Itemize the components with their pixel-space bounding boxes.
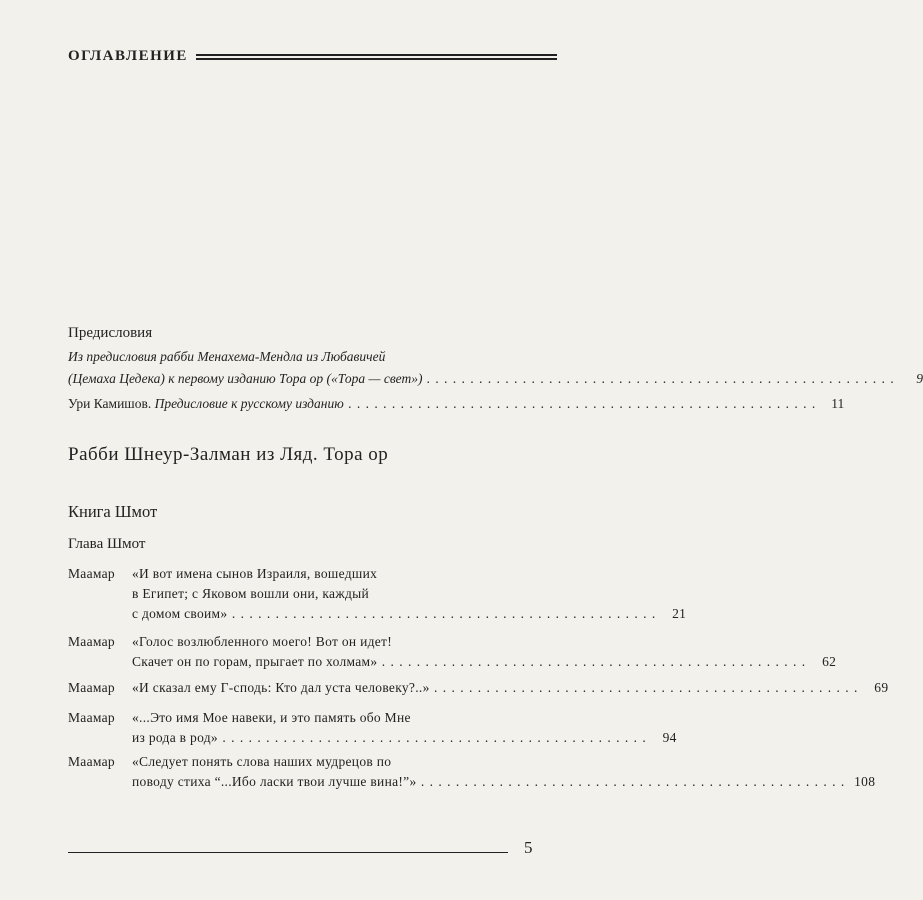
entry-page-number: 21	[672, 606, 687, 621]
part-title: Рабби Шнеур-Залман из Ляд. Тора ор	[68, 444, 389, 465]
entry-page-number: 11	[831, 396, 845, 411]
section-title-prefaces: Предисловия	[68, 325, 153, 341]
entry-page-number: 94	[662, 730, 677, 745]
toc-entry-maamar-4[interactable]	[68, 708, 677, 748]
toc-entry-maamar-1[interactable]	[68, 564, 687, 624]
chapter-title: Глава Шмот	[68, 536, 146, 552]
entry-text-line: «И вот имена сынов Израиля, вошедших	[132, 566, 378, 581]
entry-text-line: Скачет он по горам, прыгает по холмам» . . .	[132, 652, 806, 672]
entry-page-number: 108	[854, 774, 876, 789]
maamar-label: Маамар	[68, 566, 115, 581]
entry-text-line-2: (Цемаха Цедека) к первому изданию Тора ор («Тора — свет») . . .	[68, 368, 895, 390]
maamar-label: Маамар	[68, 710, 115, 725]
toc-header	[68, 44, 557, 68]
book-title: Книга Шмот	[68, 502, 158, 521]
toc-title: ОГЛАВЛЕНИЕ	[68, 47, 188, 64]
entry-author: Ури Камишов.	[68, 396, 152, 411]
toc-entry-preface-1[interactable]	[68, 346, 923, 390]
entry-text-line-1: Из предисловия рабби Менахема-Мендла из Любавичей	[68, 349, 386, 364]
toc-entry-maamar-3[interactable]	[68, 678, 889, 698]
entry-text-line: поводу стиха “...Ибо ласки твои лучше вина!”» . . .	[132, 772, 845, 792]
entry-text-line: «Голос возлюбленного моего! Вот он идет!	[132, 634, 393, 649]
header-double-rule	[196, 54, 557, 60]
toc-entry-maamar-2[interactable]	[68, 632, 837, 672]
maamar-label: Маамар	[68, 754, 115, 769]
entry-text-line: «Следует понять слова наших мудрецов по	[132, 754, 392, 769]
entry-text-line: в Египет; с Яковом вошли они, каждый	[132, 586, 370, 601]
toc-entry-maamar-5[interactable]	[68, 752, 876, 792]
entry-page-number: 69	[874, 680, 889, 695]
entry-text-line: «...Это имя Мое навеки, и это память обо Мне	[132, 710, 411, 725]
maamar-label: Маамар	[68, 680, 115, 695]
page-number: 5	[524, 838, 533, 857]
entry-title: Предисловие к русскому изданию	[151, 396, 344, 411]
footer-rule	[68, 852, 508, 853]
maamar-label: Маамар	[68, 634, 115, 649]
entry-text	[68, 393, 816, 415]
entry-text-line: с домом своим» . . .	[132, 604, 656, 624]
entry-text-line: из рода в род» . . .	[132, 728, 647, 748]
entry-text-line: «И сказал ему Г-сподь: Кто дал уста человеку?..» . . .	[132, 678, 858, 698]
toc-entry-preface-2[interactable]	[68, 393, 845, 415]
entry-page-number: 9	[916, 371, 923, 386]
entry-page-number: 62	[822, 654, 837, 669]
